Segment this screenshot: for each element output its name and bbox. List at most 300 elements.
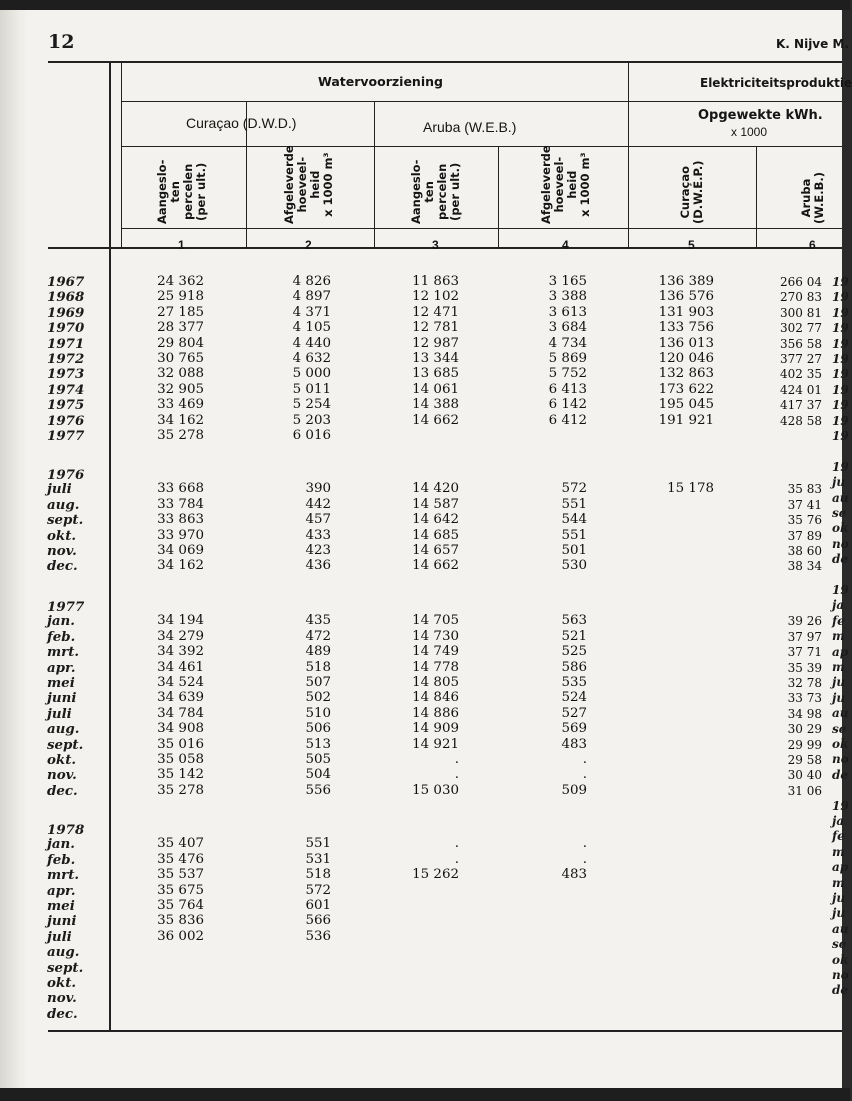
row-label: jan. bbox=[47, 613, 75, 630]
column-header-line: hoeveel- bbox=[295, 156, 309, 213]
row-label: feb. bbox=[47, 628, 76, 645]
column-header-1 bbox=[156, 160, 208, 224]
table-cell-col4: 509 bbox=[561, 782, 587, 798]
row-label: 1969 bbox=[47, 304, 85, 321]
column-number-2: 2 bbox=[305, 238, 312, 252]
row-label: 1971 bbox=[47, 335, 85, 352]
table-cell-col3: 12 471 bbox=[412, 304, 459, 320]
margin-label: fe bbox=[832, 829, 845, 844]
colnum-rule-bottom bbox=[48, 247, 842, 249]
table-cell-col5: 131 903 bbox=[658, 304, 714, 320]
table-cell-col1: 35 836 bbox=[157, 913, 204, 929]
top-edge bbox=[0, 0, 850, 10]
header-aruba: Aruba (W.E.B.) bbox=[423, 119, 517, 135]
row-label: feb. bbox=[47, 851, 76, 868]
table-cell-col2: 423 bbox=[305, 543, 331, 558]
table-cell-col2: 518 bbox=[305, 867, 331, 883]
margin-label: 19 bbox=[832, 352, 849, 366]
bottom-edge bbox=[0, 1088, 850, 1101]
margin-label: no bbox=[832, 968, 849, 982]
table-cell-col6: 38 60 bbox=[787, 544, 822, 558]
table-cell-col3: 13 344 bbox=[412, 351, 459, 366]
margin-label: 19 bbox=[832, 305, 849, 320]
table-cell-col1: 33 970 bbox=[157, 527, 204, 543]
table-cell-col2: 507 bbox=[305, 675, 331, 690]
margin-label: au bbox=[832, 490, 849, 505]
table-cell-col5: 132 863 bbox=[658, 366, 714, 382]
margin-label: 19 bbox=[832, 413, 849, 428]
table-cell-col5: 173 622 bbox=[658, 381, 714, 397]
table-cell-col2: 504 bbox=[305, 767, 331, 783]
table-cell-col5: 195 045 bbox=[658, 397, 714, 413]
margin-label: 19 bbox=[832, 459, 849, 474]
running-head: K. Nijve M. bbox=[776, 37, 849, 51]
margin-label: no bbox=[832, 752, 849, 767]
table-cell-col5: 136 576 bbox=[658, 289, 714, 305]
table-cell-col6: 377 27 bbox=[780, 352, 822, 366]
column-header-line: Aangeslo- bbox=[409, 159, 423, 224]
margin-label: m bbox=[832, 629, 845, 644]
row-label: 1973 bbox=[47, 366, 85, 383]
table-cell-col4: 6 142 bbox=[548, 397, 587, 413]
margin-label: ja bbox=[832, 598, 845, 613]
table-cell-col1: 34 162 bbox=[157, 558, 204, 574]
column-header-2 bbox=[283, 145, 335, 224]
table-top-rule bbox=[48, 61, 842, 63]
column-header-5 bbox=[679, 161, 705, 224]
margin-label: 19 bbox=[832, 336, 849, 351]
table-cell-col3: . bbox=[454, 851, 459, 867]
margin-label: 19 bbox=[832, 798, 849, 813]
table-cell-col2: 472 bbox=[305, 628, 331, 644]
colnum-rule-top bbox=[122, 228, 842, 229]
table-cell-col3: 11 863 bbox=[412, 274, 459, 289]
table-cell-col6: 402 35 bbox=[780, 367, 822, 382]
margin-label: au bbox=[832, 706, 849, 721]
row-label: mrt. bbox=[47, 644, 80, 661]
table-cell-col6: 34 98 bbox=[787, 706, 822, 721]
table-cell-col2: 505 bbox=[305, 752, 331, 767]
table-cell-col4: 563 bbox=[561, 613, 587, 629]
margin-label: m bbox=[832, 875, 845, 890]
table-cell-col2: 518 bbox=[305, 659, 331, 675]
margin-label: ju bbox=[832, 891, 846, 905]
margin-label: se bbox=[832, 937, 847, 952]
table-cell-col4: 572 bbox=[561, 481, 587, 497]
table-cell-col2: 510 bbox=[305, 705, 331, 721]
row-label: 1974 bbox=[47, 381, 85, 398]
table-cell-col4: 551 bbox=[561, 527, 587, 543]
margin-label: 19 bbox=[832, 583, 849, 597]
margin-label: ja bbox=[832, 814, 845, 828]
column-number-5: 5 bbox=[688, 238, 695, 252]
row-label: jan. bbox=[47, 836, 75, 853]
row-label: dec. bbox=[47, 1005, 78, 1022]
column-header-line: x 1000 m³ bbox=[321, 152, 335, 217]
table-cell-col3: 14 749 bbox=[412, 644, 459, 660]
table-cell-col4: 483 bbox=[561, 867, 587, 883]
header-divider-5 bbox=[756, 147, 757, 248]
table-cell-col4: 4 734 bbox=[548, 335, 587, 351]
group-rule bbox=[122, 101, 842, 102]
table-bottom-rule bbox=[48, 1030, 842, 1032]
table-cell-col1: 29 804 bbox=[157, 335, 204, 351]
table-cell-col1: 32 905 bbox=[157, 381, 204, 397]
row-label: aug. bbox=[47, 496, 80, 513]
table-cell-col6: 39 26 bbox=[787, 614, 822, 629]
table-cell-col6: 30 29 bbox=[787, 722, 822, 737]
table-cell-col6: 32 78 bbox=[787, 676, 822, 690]
table-cell-col3: 14 388 bbox=[412, 397, 459, 413]
margin-label: de bbox=[832, 552, 849, 567]
table-cell-col5: 15 178 bbox=[667, 481, 714, 497]
table-cell-col1: 35 142 bbox=[157, 767, 204, 783]
row-label: sept. bbox=[47, 959, 84, 976]
table-cell-col6: 35 39 bbox=[787, 660, 822, 675]
table-cell-col4: 6 413 bbox=[548, 381, 587, 397]
table-cell-col2: 601 bbox=[305, 898, 331, 913]
page-gutter bbox=[0, 10, 28, 1088]
table-cell-col3: 12 102 bbox=[412, 289, 459, 305]
row-label: okt. bbox=[47, 975, 77, 991]
margin-label: no bbox=[832, 536, 849, 551]
table-cell-col6: 31 06 bbox=[787, 783, 822, 798]
table-cell-col1: 30 765 bbox=[157, 351, 204, 366]
table-cell-col1: 36 002 bbox=[157, 928, 204, 944]
table-cell-col3: 14 705 bbox=[412, 613, 459, 629]
column-header-line: percelen bbox=[435, 163, 449, 220]
table-cell-col4: 524 bbox=[561, 690, 587, 706]
row-label: nov. bbox=[47, 990, 77, 1007]
margin-label: ok bbox=[832, 737, 849, 751]
table-cell-col4: 3 684 bbox=[548, 320, 587, 336]
table-cell-col4: . bbox=[582, 767, 587, 783]
row-label: 1968 bbox=[47, 289, 85, 306]
row-label: nov. bbox=[47, 543, 77, 559]
table-cell-col6: 29 58 bbox=[787, 753, 822, 767]
column-header-line: x 1000 m³ bbox=[578, 152, 592, 217]
table-cell-col4: 3 165 bbox=[548, 274, 587, 289]
margin-label: au bbox=[832, 921, 849, 936]
table-cell-col1: 33 863 bbox=[157, 512, 204, 528]
header-kwh: Opgewekte kWh. bbox=[698, 108, 823, 123]
table-cell-col4: 5 869 bbox=[548, 351, 587, 366]
margin-label: de bbox=[832, 767, 849, 782]
table-cell-col1: 34 524 bbox=[157, 675, 204, 690]
margin-label: 19 bbox=[832, 290, 849, 305]
table-cell-col2: 4 897 bbox=[292, 289, 331, 305]
column-header-line: hoeveel- bbox=[552, 156, 566, 213]
table-cell-col1: 33 469 bbox=[157, 397, 204, 413]
header-divider-3 bbox=[498, 147, 499, 248]
table-cell-col5: 133 756 bbox=[658, 320, 714, 336]
table-cell-col6: 35 83 bbox=[787, 482, 822, 497]
table-cell-col2: 4 371 bbox=[292, 304, 331, 320]
table-cell-col2: 5 203 bbox=[292, 412, 331, 428]
table-cell-col4: 527 bbox=[561, 705, 587, 721]
row-label: 1972 bbox=[47, 351, 85, 367]
row-label: nov. bbox=[47, 767, 77, 784]
table-cell-col3: 15 030 bbox=[412, 782, 459, 798]
table-cell-col4: 586 bbox=[561, 659, 587, 675]
table-cell-col3: 14 685 bbox=[412, 527, 459, 543]
table-cell-col2: 4 632 bbox=[292, 351, 331, 366]
row-label: sept. bbox=[47, 736, 84, 753]
table-cell-col1: 34 639 bbox=[157, 690, 204, 706]
table-cell-col2: 506 bbox=[305, 721, 331, 737]
table-cell-col6: 270 83 bbox=[780, 290, 822, 305]
header-water: Watervoorziening bbox=[318, 74, 443, 89]
margin-label: 19 bbox=[832, 321, 849, 336]
margin-label: ju bbox=[832, 690, 846, 705]
table-cell-col4: 535 bbox=[561, 675, 587, 690]
margin-label: 19 bbox=[832, 367, 849, 382]
table-cell-col2: 489 bbox=[305, 644, 331, 660]
table-cell-col3: 14 642 bbox=[412, 512, 459, 528]
margin-label: se bbox=[832, 721, 847, 736]
table-cell-col4: 6 412 bbox=[548, 412, 587, 428]
table-cell-col4: 501 bbox=[561, 543, 587, 558]
table-cell-col2: 566 bbox=[305, 913, 331, 929]
table-cell-col3: . bbox=[454, 752, 459, 767]
table-cell-col3: 12 987 bbox=[412, 335, 459, 351]
table-cell-col3: 13 685 bbox=[412, 366, 459, 382]
header-divider-4 bbox=[628, 62, 629, 248]
row-label: juni bbox=[47, 690, 77, 707]
margin-label: ap bbox=[832, 860, 849, 875]
table-cell-col2: 5 011 bbox=[292, 381, 331, 397]
table-cell-col3: 14 778 bbox=[412, 659, 459, 675]
table-cell-col3: 12 781 bbox=[412, 320, 459, 336]
table-cell-col1: 35 278 bbox=[157, 428, 204, 443]
table-cell-col2: 436 bbox=[305, 558, 331, 574]
table-cell-col3: 14 662 bbox=[412, 412, 459, 428]
row-label: aug. bbox=[47, 944, 80, 961]
table-cell-col1: 25 918 bbox=[157, 289, 204, 305]
column-header-line: Afgeleverde bbox=[282, 145, 296, 224]
margin-label: se bbox=[832, 506, 847, 520]
row-label: mei bbox=[47, 675, 75, 691]
row-label: apr. bbox=[47, 659, 76, 676]
table-cell-col3: . bbox=[454, 767, 459, 783]
margin-label: ju bbox=[832, 475, 846, 490]
table-cell-col2: 5 000 bbox=[292, 366, 331, 382]
table-cell-col1: 33 784 bbox=[157, 496, 204, 512]
row-label: 1976 bbox=[47, 412, 85, 429]
table-cell-col4: 3 613 bbox=[548, 304, 587, 320]
table-cell-col2: 4 440 bbox=[292, 335, 331, 351]
table-cell-col3: 14 061 bbox=[412, 381, 459, 397]
table-cell-col3: 14 886 bbox=[412, 705, 459, 721]
table-cell-col4: . bbox=[582, 851, 587, 867]
row-label: okt. bbox=[47, 527, 77, 544]
table-cell-col1: 34 194 bbox=[157, 613, 204, 629]
table-cell-col2: 457 bbox=[305, 512, 331, 528]
table-cell-col1: 35 537 bbox=[157, 867, 204, 883]
table-cell-col2: 551 bbox=[305, 836, 331, 852]
table-cell-col4: 483 bbox=[561, 736, 587, 752]
header-elec: Elektriciteitsproduktie bbox=[700, 76, 852, 90]
block-heading: 1977 bbox=[47, 599, 85, 615]
column-header-line: (per ult.) bbox=[448, 162, 462, 221]
table-cell-col1: 28 377 bbox=[157, 320, 204, 336]
table-cell-col4: 569 bbox=[561, 721, 587, 737]
table-cell-col5: 136 389 bbox=[658, 274, 714, 289]
table-cell-col4: . bbox=[582, 836, 587, 852]
column-header-6 bbox=[800, 172, 826, 224]
column-header-line: ten bbox=[422, 181, 436, 203]
row-label: aug. bbox=[47, 721, 80, 738]
table-cell-col6: 302 77 bbox=[780, 321, 822, 336]
row-label: apr. bbox=[47, 882, 76, 899]
table-cell-col2: 513 bbox=[305, 736, 331, 752]
margin-label: ap bbox=[832, 644, 849, 659]
page-number: 12 bbox=[48, 31, 75, 53]
table-cell-col1: 35 675 bbox=[157, 882, 204, 898]
column-header-line: (per ult.) bbox=[194, 162, 208, 221]
row-label: 1970 bbox=[47, 320, 85, 337]
table-cell-col6: 29 99 bbox=[787, 737, 822, 752]
table-cell-col2: 6 016 bbox=[292, 428, 331, 443]
row-label: dec. bbox=[47, 558, 78, 575]
table-cell-col1: 27 185 bbox=[157, 304, 204, 320]
column-header-line: Curaçao bbox=[678, 166, 692, 219]
table-cell-col3: 15 262 bbox=[412, 867, 459, 883]
table-cell-col6: 266 04 bbox=[780, 275, 822, 289]
table-cell-col1: 34 279 bbox=[157, 628, 204, 644]
column-header-line: heid bbox=[308, 170, 322, 199]
table-cell-col2: 435 bbox=[305, 613, 331, 629]
row-label: juli bbox=[47, 928, 72, 945]
table-cell-col3: 14 846 bbox=[412, 690, 459, 706]
column-header-4 bbox=[540, 145, 592, 224]
table-cell-col2: 531 bbox=[305, 851, 331, 867]
table-cell-col6: 37 89 bbox=[787, 528, 822, 543]
header-divider-0 bbox=[121, 62, 122, 248]
table-cell-col2: 536 bbox=[305, 928, 331, 944]
margin-label: ju bbox=[832, 675, 846, 690]
table-cell-col2: 390 bbox=[305, 481, 331, 497]
table-cell-col5: 120 046 bbox=[658, 351, 714, 366]
table-cell-col4: 521 bbox=[561, 628, 587, 644]
table-cell-col2: 572 bbox=[305, 882, 331, 898]
table-cell-col3: 14 909 bbox=[412, 721, 459, 737]
margin-label: 19 bbox=[832, 398, 849, 413]
table-cell-col1: 34 908 bbox=[157, 721, 204, 737]
table-cell-col5: 191 921 bbox=[658, 412, 714, 428]
margin-label: ju bbox=[832, 906, 846, 921]
table-cell-col4: . bbox=[582, 752, 587, 767]
block-heading: 1976 bbox=[47, 467, 85, 483]
table-cell-col6: 37 41 bbox=[787, 497, 822, 512]
table-cell-col1: 34 162 bbox=[157, 412, 204, 428]
column-header-line: Aangeslo- bbox=[155, 159, 169, 224]
table-cell-col4: 5 752 bbox=[548, 366, 587, 382]
table-cell-col1: 32 088 bbox=[157, 366, 204, 382]
margin-label: ok bbox=[832, 952, 849, 967]
table-cell-col1: 34 392 bbox=[157, 644, 204, 660]
table-cell-col3: 14 657 bbox=[412, 543, 459, 558]
column-header-line: ten bbox=[168, 181, 182, 203]
row-label: mei bbox=[47, 898, 75, 914]
table-cell-col6: 38 34 bbox=[787, 559, 822, 574]
row-label: sept. bbox=[47, 512, 84, 529]
table-cell-col3: 14 420 bbox=[412, 481, 459, 497]
table-cell-col1: 34 784 bbox=[157, 705, 204, 721]
table-cell-col4: 551 bbox=[561, 496, 587, 512]
table-cell-col1: 34 461 bbox=[157, 659, 204, 675]
table-cell-col6: 33 73 bbox=[787, 691, 822, 706]
column-header-line: Aruba bbox=[799, 178, 813, 218]
table-cell-col2: 556 bbox=[305, 782, 331, 798]
table-cell-col6: 30 40 bbox=[787, 768, 822, 783]
document-page bbox=[0, 10, 852, 1088]
table-cell-col3: 14 662 bbox=[412, 558, 459, 574]
column-header-line: Afgeleverde bbox=[539, 145, 553, 224]
table-cell-col6: 35 76 bbox=[787, 513, 822, 528]
table-cell-col6: 37 71 bbox=[787, 645, 822, 660]
table-cell-col6: 428 58 bbox=[780, 413, 822, 428]
table-cell-col3: 14 805 bbox=[412, 675, 459, 690]
margin-label: 19 bbox=[832, 382, 849, 397]
column-header-line: (W.E.B.) bbox=[812, 172, 826, 224]
table-cell-col1: 35 476 bbox=[157, 851, 204, 867]
row-label: okt. bbox=[47, 752, 77, 768]
header-kwh-unit: x 1000 bbox=[731, 125, 768, 139]
table-cell-col4: 544 bbox=[561, 512, 587, 528]
table-cell-col2: 4 826 bbox=[292, 274, 331, 289]
block-heading: 1978 bbox=[47, 822, 85, 838]
table-cell-col6: 417 37 bbox=[780, 398, 822, 413]
table-cell-col2: 4 105 bbox=[292, 320, 331, 336]
column-number-1: 1 bbox=[178, 238, 185, 252]
column-header-3 bbox=[410, 160, 462, 224]
table-cell-col1: 24 362 bbox=[157, 274, 204, 289]
table-cell-col3: 14 730 bbox=[412, 628, 459, 644]
table-cell-col1: 35 058 bbox=[157, 752, 204, 767]
table-cell-col1: 33 668 bbox=[157, 481, 204, 497]
table-cell-col6: 37 97 bbox=[787, 629, 822, 644]
table-cell-col4: 530 bbox=[561, 558, 587, 574]
table-cell-col6: 424 01 bbox=[780, 382, 822, 397]
margin-label: m bbox=[832, 660, 845, 674]
table-cell-col6: 300 81 bbox=[780, 305, 822, 320]
row-label: 1967 bbox=[47, 274, 85, 290]
table-cell-col2: 5 254 bbox=[292, 397, 331, 413]
header-divider-2 bbox=[374, 102, 375, 248]
row-label: juli bbox=[47, 481, 72, 498]
row-label: dec. bbox=[47, 782, 78, 799]
margin-label: 19 bbox=[832, 275, 849, 289]
subgroup-rule bbox=[122, 146, 842, 147]
row-label: juli bbox=[47, 705, 72, 722]
table-cell-col3: 14 921 bbox=[412, 736, 459, 752]
margin-label: m bbox=[832, 844, 845, 859]
column-header-line: heid bbox=[565, 170, 579, 199]
header-curacao: Curaçao (D.W.D.) bbox=[186, 115, 297, 131]
column-number-3: 3 bbox=[432, 238, 439, 252]
table-cell-col1: 35 764 bbox=[157, 898, 204, 913]
table-cell-col2: 502 bbox=[305, 690, 331, 706]
column-number-6: 6 bbox=[809, 238, 816, 252]
row-label: 1977 bbox=[47, 428, 85, 444]
margin-label: 19 bbox=[832, 429, 849, 443]
row-label: 1975 bbox=[47, 397, 85, 414]
table-cell-col4: 3 388 bbox=[548, 289, 587, 305]
column-number-4: 4 bbox=[562, 238, 569, 252]
table-cell-col2: 442 bbox=[305, 496, 331, 512]
row-label: juni bbox=[47, 913, 77, 930]
